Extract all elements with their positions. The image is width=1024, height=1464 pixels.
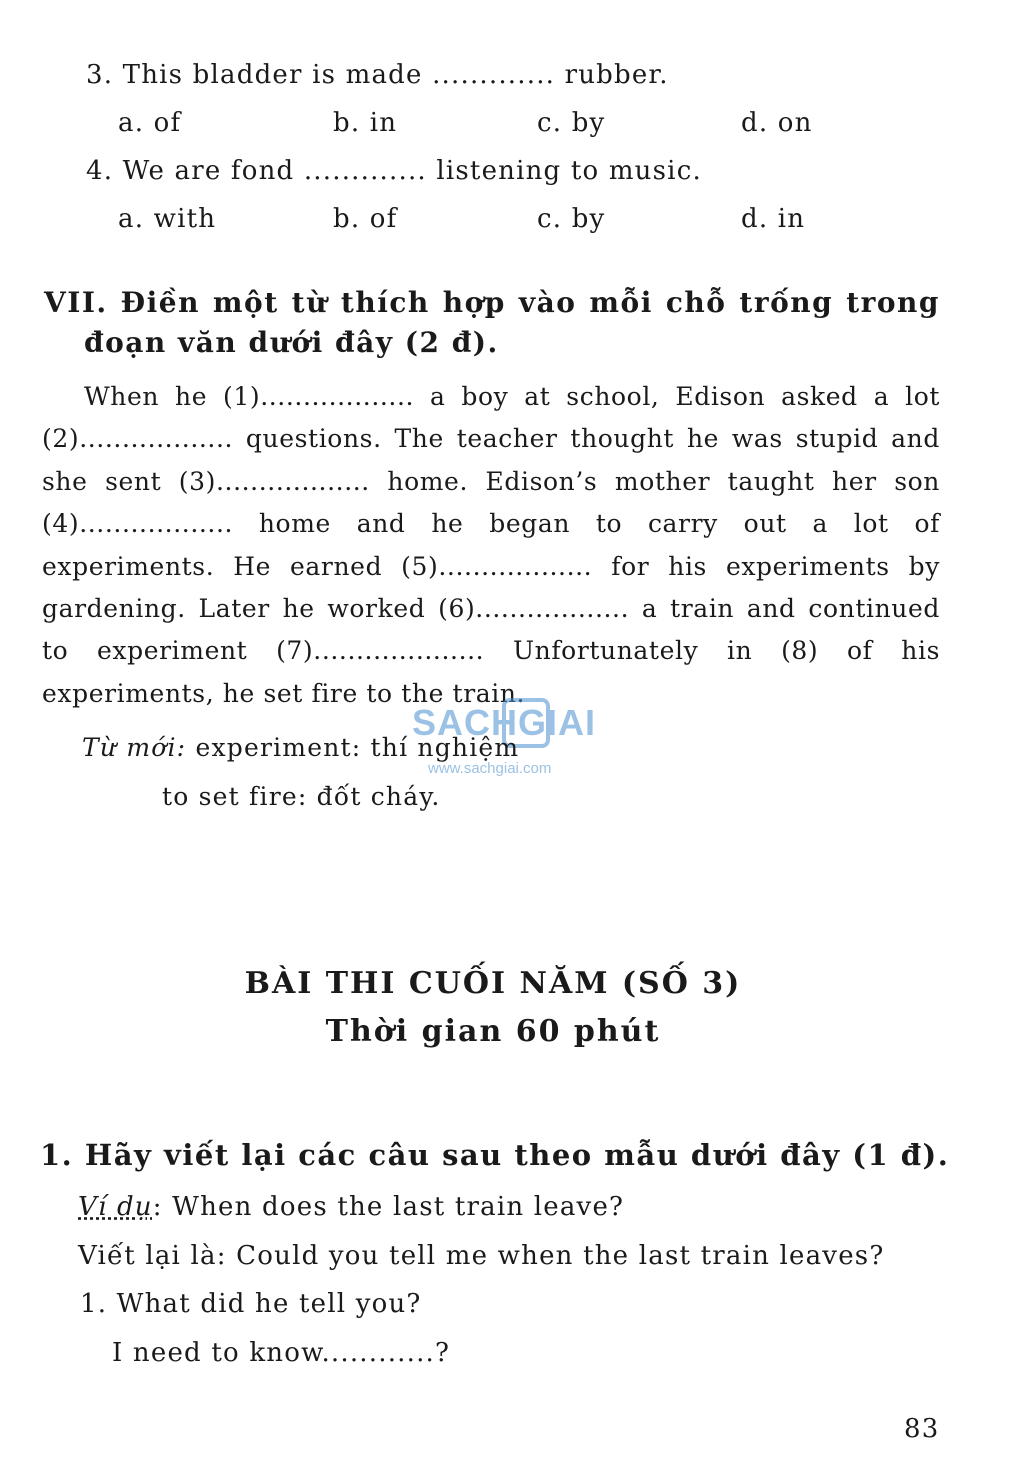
q3-option-a: a. of [118, 108, 182, 138]
q3-option-c: c. by [537, 108, 606, 138]
q4-option-a: a. with [118, 204, 217, 234]
paragraph-line-3: she sent (3).................. home. Edison’s mother taught her son [42, 467, 940, 496]
q4-option-b: b. of [333, 204, 398, 234]
q4-option-d: d. in [741, 204, 806, 234]
vocab-item-2: to set fire: đốt cháy. [162, 782, 441, 811]
vocab-label: Từ mới: [82, 733, 187, 762]
section-7-heading-line2: đoạn văn dưới đây (2 đ). [84, 326, 499, 359]
paragraph-line-7: to experiment (7).................... Unfortunately in (8) of his [42, 636, 940, 665]
question-3-stem: 3. This bladder is made ............. rubber. [86, 60, 669, 90]
paragraph-line-4: (4).................. home and he began to carry out a lot of [42, 509, 940, 538]
paragraph-line-5: experiments. He earned (5).................. for his experiments by [42, 552, 940, 581]
q4-option-c: c. by [537, 204, 606, 234]
paragraph-line-2: (2).................. questions. The teacher thought he was stupid and [42, 424, 940, 453]
page-number: 83 [904, 1414, 940, 1444]
paragraph-line-8: experiments, he set fire to the train. [42, 679, 526, 708]
vocab-item-1: experiment: thí nghiệm [195, 733, 520, 762]
rewrite-line: Viết lại là: Could you tell me when the last train leaves? [78, 1241, 885, 1271]
paragraph-line-1: When he (1).................. a boy at school, Edison asked a lot [84, 382, 940, 411]
part-1-heading: 1. Hãy viết lại các câu sau theo mẫu dưới đây (1 đ). [40, 1138, 950, 1172]
question-4-stem: 4. We are fond ............. listening to music. [86, 156, 702, 186]
watermark-brand: SACHGIAI [412, 702, 597, 743]
vocab-line-1 [82, 733, 519, 762]
section-7-heading-line1: VII. Điền một từ thích hợp vào mỗi chỗ trống trong [44, 286, 940, 319]
q3-option-d: d. on [741, 108, 813, 138]
example-line [78, 1192, 624, 1222]
watermark-url: www.sachgiai.com [428, 760, 552, 777]
example-text: : When does the last train leave? [152, 1192, 625, 1222]
q3-option-b: b. in [333, 108, 398, 138]
paragraph-line-6: gardening. Later he worked (6).................. a train and continued [42, 594, 940, 623]
example-label: Ví dụ [78, 1192, 153, 1222]
exam-time: Thời gian 60 phút [325, 1014, 661, 1049]
item-1-question: 1. What did he tell you? [80, 1289, 422, 1319]
exam-title: BÀI THI CUỐI NĂM (SỐ 3) [244, 966, 742, 1001]
item-1-answer: I need to know............? [112, 1338, 451, 1368]
